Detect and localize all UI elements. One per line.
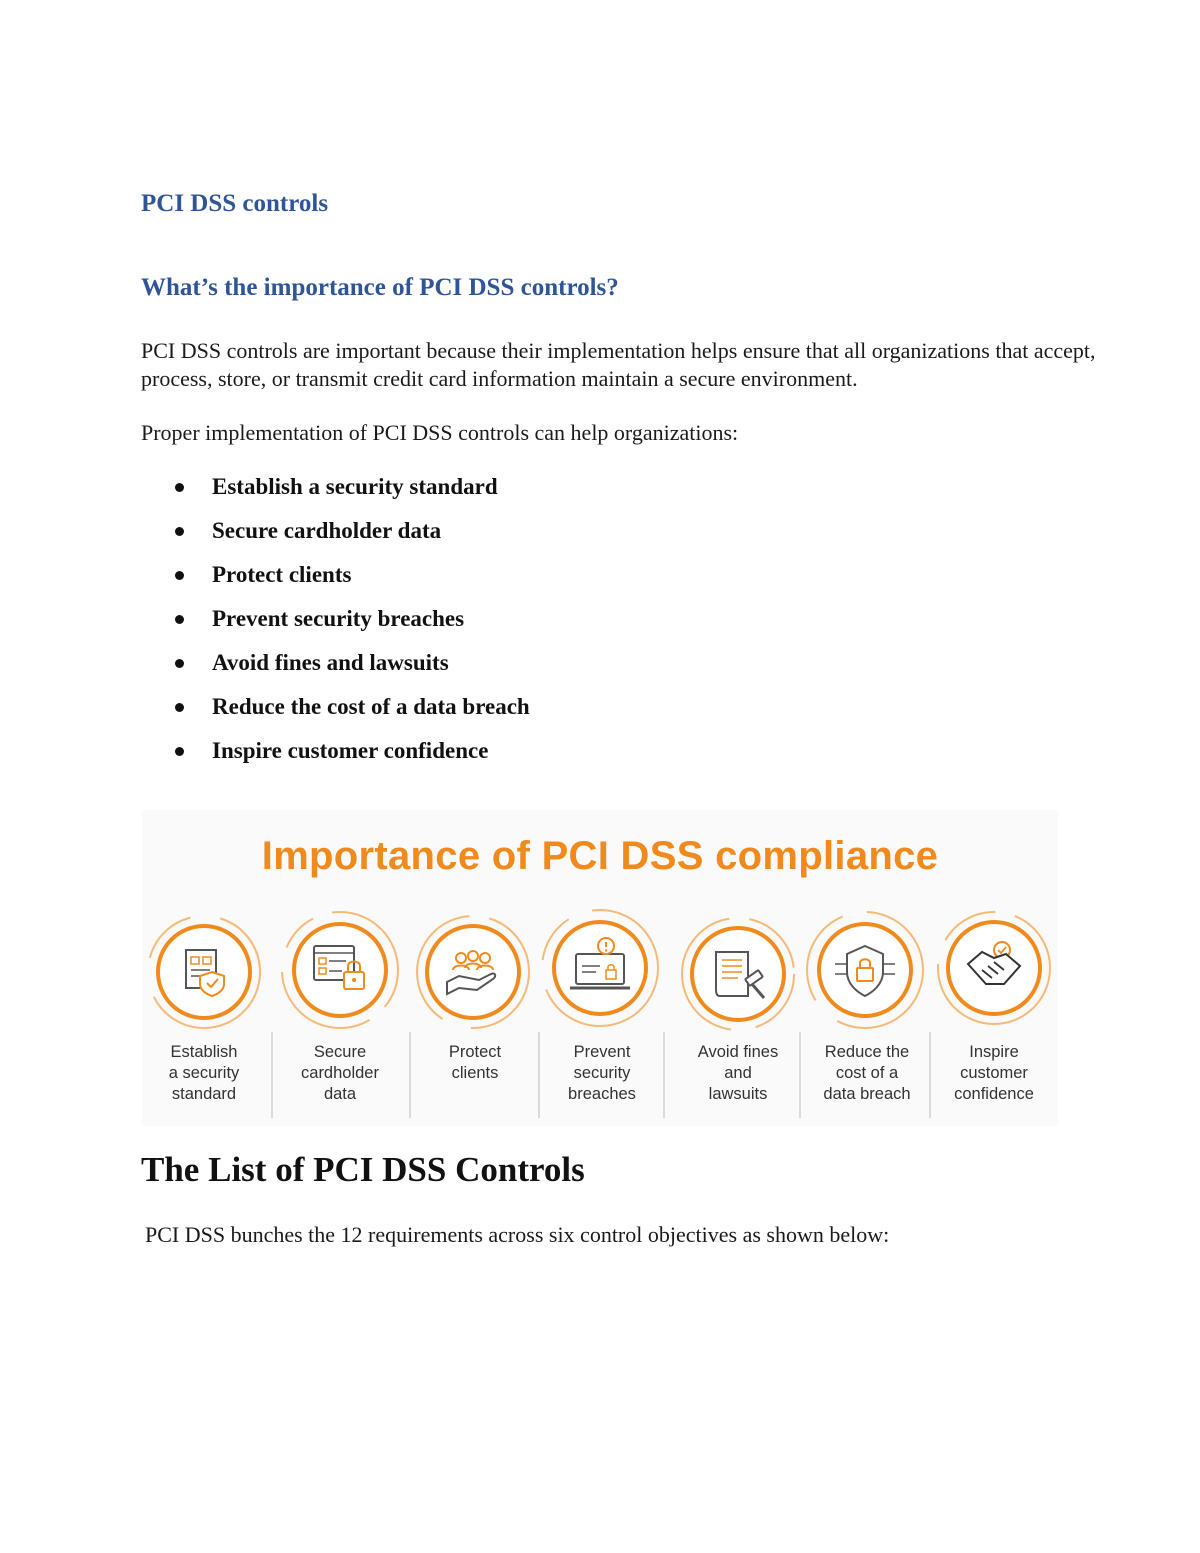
caption-avoid-fines: Avoid fines and lawsuits — [697, 1043, 779, 1103]
bullet-icon — [175, 571, 184, 580]
list-item: Reduce the cost of a data breach — [172, 691, 530, 735]
handshake-icon — [938, 912, 1050, 1024]
question-heading: What’s the importance of PCI DSS controls? — [141, 274, 619, 301]
intro-paragraph: PCI DSS controls are important because their implementation helps ensure that all organizations that accept, process, store, or transmit credit card information maintain a secure environment. — [141, 338, 1096, 391]
list-item: Protect clients — [172, 559, 530, 603]
bullet-icon — [175, 615, 184, 624]
benefits-list — [172, 471, 530, 779]
caption-protect-clients: Protect clients — [448, 1043, 502, 1082]
benefits-lead: Proper implementation of PCI DSS controls can help organizations: — [141, 420, 739, 445]
bullet-icon — [175, 703, 184, 712]
infographic-title: Importance of PCI DSS compliance — [261, 834, 939, 878]
list-intro: PCI DSS bunches the 12 requirements across six control objectives as shown below: — [145, 1222, 890, 1247]
breach-alert-laptop-icon — [542, 910, 658, 1026]
protect-clients-hand-icon — [417, 916, 529, 1028]
caption-inspire-confidence: Inspire customer confidence — [954, 1043, 1034, 1103]
list-item: Inspire customer confidence — [172, 735, 530, 779]
list-item: Prevent security breaches — [172, 603, 530, 647]
caption-secure-data: Secure cardholder data — [301, 1043, 379, 1103]
section-title: PCI DSS controls — [141, 190, 329, 217]
gavel-scroll-icon — [682, 918, 794, 1030]
security-standard-document-icon — [148, 916, 260, 1028]
list-item: Secure cardholder data — [172, 515, 530, 559]
list-item: Avoid fines and lawsuits — [172, 647, 530, 691]
compliance-infographic — [142, 810, 1058, 1126]
list-item: Establish a security standard — [172, 471, 530, 515]
list-heading: The List of PCI DSS Controls — [141, 1150, 585, 1189]
shield-lock-icon — [807, 912, 923, 1028]
bullet-icon — [175, 747, 184, 756]
bullet-icon — [175, 527, 184, 536]
caption-prevent-breaches: Prevent security breaches — [568, 1043, 636, 1103]
bullet-icon — [175, 659, 184, 668]
bullet-icon — [175, 483, 184, 492]
caption-establish-standard: Establish a security standard — [168, 1043, 240, 1103]
cardholder-data-lock-icon — [282, 912, 398, 1028]
caption-reduce-cost: Reduce the cost of a data breach — [823, 1043, 911, 1103]
